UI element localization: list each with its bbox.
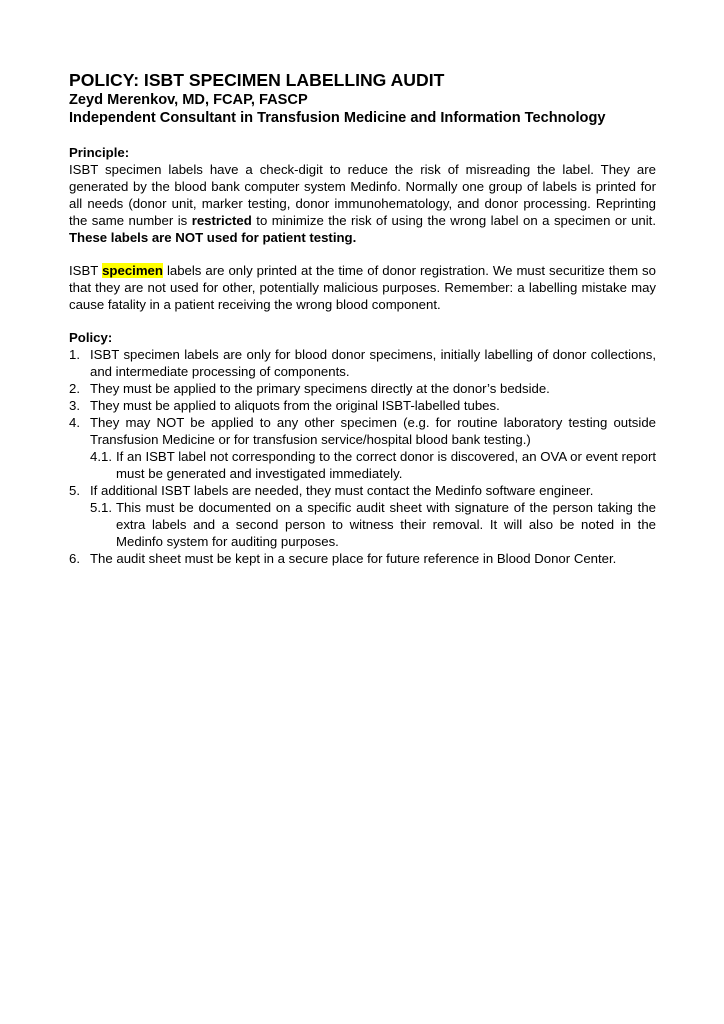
principle-p2-text-a: ISBT	[69, 263, 103, 278]
policy-item-number: 4.	[69, 415, 80, 430]
policy-item-text: ISBT specimen labels are only for blood donor specimens, initially labelling of donor collections, and intermediate processing of components.	[90, 347, 656, 379]
policy-item-number: 2.	[69, 381, 80, 396]
policy-subitem-text: This must be documented on a specific audit sheet with signature of the person taking the extra labels and a second person to witness their removal. It will also be noted in the Medinfo system for auditing purposes.	[116, 500, 656, 549]
policy-subitem	[69, 499, 656, 550]
policy-item-text: They may NOT be applied to any other specimen (e.g. for routine laboratory testing outside Transfusion Medicine or for transfusion service/hospital blood bank testing.)	[90, 415, 656, 447]
policy-subitem-number: 5.1.	[90, 500, 112, 515]
policy-item	[69, 482, 656, 499]
author-line: Zeyd Merenkov, MD, FCAP, FASCP	[69, 92, 308, 108]
policy-heading: Policy:	[69, 330, 113, 345]
policy-subitem	[69, 448, 656, 482]
policy-item-number: 5.	[69, 483, 80, 498]
principle-p2-text-b: labels are only printed at the time of donor registration. We must securitize them so that they are not used for other, potentially malicious purposes. Remember: a labelling mistake may cause fatality in a patient receiving the wrong blood component.	[69, 263, 656, 312]
policy-subitem-text: If an ISBT label not corresponding to the correct donor is discovered, an OVA or event report must be generated and investigated immediately.	[116, 449, 656, 481]
policy-item-number: 3.	[69, 398, 80, 413]
policy-item	[69, 346, 656, 380]
policy-list	[69, 346, 656, 567]
not-for-patient-testing-emphasis: These labels are NOT used for patient testing.	[69, 230, 357, 245]
principle-paragraph-1	[69, 161, 656, 246]
document-title: POLICY: ISBT SPECIMEN LABELLING AUDIT	[69, 70, 445, 90]
policy-item	[69, 550, 656, 567]
policy-item	[69, 380, 656, 397]
policy-item-text: They must be applied to the primary specimens directly at the donor’s bedside.	[90, 381, 550, 396]
policy-item-text: The audit sheet must be kept in a secure place for future reference in Blood Donor Center.	[90, 551, 617, 566]
principle-heading: Principle:	[69, 145, 130, 160]
policy-item-number: 6.	[69, 551, 80, 566]
policy-item	[69, 414, 656, 448]
policy-item-number: 1.	[69, 347, 80, 362]
restricted-emphasis: restricted	[191, 213, 252, 228]
highlighted-word: specimen	[102, 263, 163, 278]
document-page	[69, 70, 656, 567]
policy-item-text: If additional ISBT labels are needed, they must contact the Medinfo software engineer.	[90, 483, 594, 498]
principle-p1-text-a: ISBT specimen labels have a check-digit to reduce the risk of misreading the label. They are generated by the blood bank computer system Medinfo. Normally one group of labels is printed for all needs (donor unit, marker testing, donor immunohematology, and donor processing. Reprinting the same number is	[69, 162, 656, 228]
principle-paragraph-2	[69, 262, 656, 313]
affiliation-line: Independent Consultant in Transfusion Medicine and Information Technology	[69, 110, 606, 126]
principle-p1-text-b: to minimize the risk of using the wrong label on a specimen or unit.	[251, 213, 656, 228]
policy-item-text: They must be applied to aliquots from the original ISBT-labelled tubes.	[90, 398, 500, 413]
policy-subitem-number: 4.1.	[90, 449, 112, 464]
policy-item	[69, 397, 656, 414]
